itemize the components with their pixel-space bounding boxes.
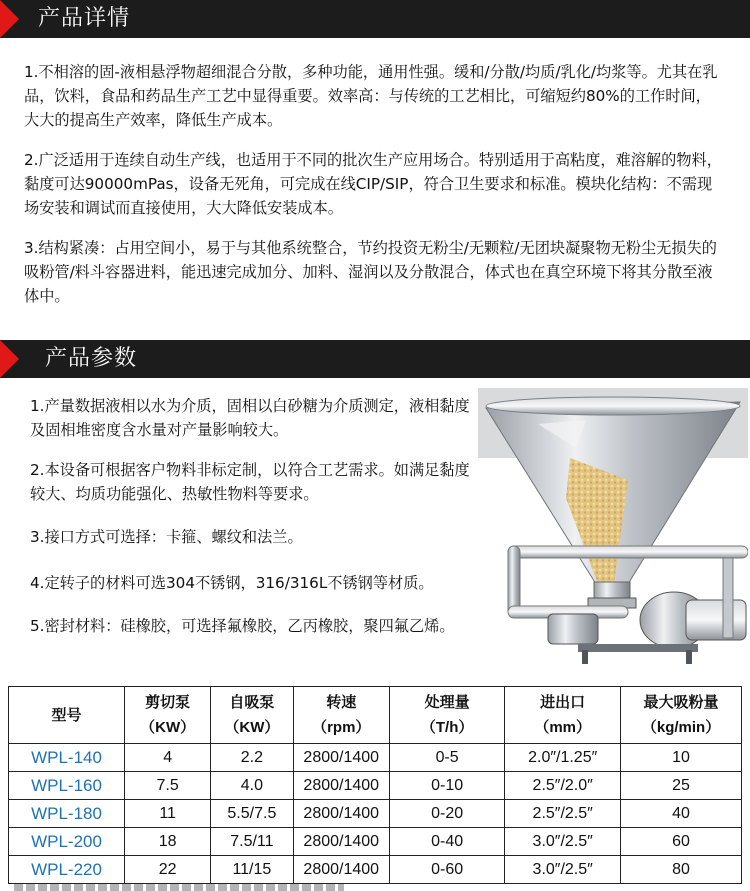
cell-max-powder: 60 xyxy=(621,828,742,856)
table-row xyxy=(9,744,742,772)
header-speed: 转速 （rpm） xyxy=(293,687,389,744)
cell-model: WPL-200 xyxy=(9,828,125,856)
cell-model: WPL-160 xyxy=(9,772,125,800)
powder-mixer-image xyxy=(478,388,748,664)
section-title: 产品参数 xyxy=(45,346,138,371)
cell-capacity: 0-10 xyxy=(389,772,504,800)
table-row xyxy=(9,828,742,856)
cell-inlet-outlet: 2.5″/2.5″ xyxy=(505,800,621,828)
cut-off-text-line xyxy=(14,884,344,891)
cell-max-powder: 40 xyxy=(621,800,742,828)
cell-shear: 11 xyxy=(125,800,211,828)
detail-paragraph-2: 2.广泛适用于连续自动生产线，也适用于不同的批次生产应用场合。特别适用于高粘度，难溶解的物料，黏度可达90000mPas，设备无死角，可完成在线CIP/SIP，符合卫生要求和标准。模块化结构：不需现场安装和调试而直接使用，大大降低安装成本。 xyxy=(24,151,722,217)
cell-max-powder: 10 xyxy=(621,744,742,772)
header-capacity: 处理量 （T/h） xyxy=(389,687,504,744)
cell-inlet-outlet: 2.5″/2.0″ xyxy=(505,772,621,800)
section-title: 产品详情 xyxy=(38,6,131,31)
param-paragraph-1: 1.产量数据液相以水为介质，固相以白砂糖为介质测定，液相黏度及固相堆密度含水量对产量影响较大。 xyxy=(30,397,470,439)
cell-shear: 7.5 xyxy=(125,772,211,800)
cell-model: WPL-180 xyxy=(9,800,125,828)
spec-table xyxy=(8,686,742,884)
cell-speed: 2800/1400 xyxy=(293,772,389,800)
param-paragraph-5: 5.密封材料：硅橡胶，可选择氟橡胶，乙丙橡胶，聚四氟乙烯。 xyxy=(30,617,455,635)
cell-inlet-outlet: 3.0″/2.5″ xyxy=(505,828,621,856)
cell-speed: 2800/1400 xyxy=(293,856,389,884)
cell-model: WPL-220 xyxy=(9,856,125,884)
section-header-details xyxy=(0,0,750,38)
cell-self-priming: 4.0 xyxy=(211,772,293,800)
param-paragraph-3: 3.接口方式可选择：卡箍、螺纹和法兰。 xyxy=(30,528,303,546)
cell-max-powder: 80 xyxy=(621,856,742,884)
red-triangle-icon xyxy=(0,0,19,38)
table-row xyxy=(9,856,742,884)
param-paragraph-4: 4.定转子的材料可选304不锈钢，316/316L不锈钢等材质。 xyxy=(30,574,434,592)
header-inlet-outlet: 进出口 （mm） xyxy=(505,687,621,744)
table-row xyxy=(9,772,742,800)
cell-max-powder: 25 xyxy=(621,772,742,800)
section-header-params xyxy=(0,340,750,378)
header-self-priming-pump: 自吸泵 （KW） xyxy=(211,687,293,744)
cell-inlet-outlet: 2.0″/1.25″ xyxy=(505,744,621,772)
cell-capacity: 0-60 xyxy=(389,856,504,884)
header-max-powder: 最大吸粉量 （kg/min） xyxy=(621,687,742,744)
cell-speed: 2800/1400 xyxy=(293,744,389,772)
table-header-row xyxy=(9,687,742,744)
red-triangle-icon xyxy=(0,340,19,378)
cell-capacity: 0-20 xyxy=(389,800,504,828)
header-model: 型号 xyxy=(9,687,125,744)
param-paragraph-2: 2.本设备可根据客户物料非标定制，以符合工艺需求。如满足黏度较大、均质功能强化、热敏性物料等要求。 xyxy=(30,461,470,503)
cell-model: WPL-140 xyxy=(9,744,125,772)
table-row xyxy=(9,800,742,828)
cell-self-priming: 5.5/7.5 xyxy=(211,800,293,828)
cell-speed: 2800/1400 xyxy=(293,828,389,856)
detail-paragraph-1: 1.不相溶的固-液相悬浮物超细混合分散，多种功能，通用性强。缓和/分散/均质/乳化/均浆等。尤其在乳品，饮料，食品和药品生产工艺中显得重要。效率高：与传统的工艺相比，可缩短约80%的工作时间，大大的提高生产效率，降低生产成本。 xyxy=(24,63,718,129)
cell-capacity: 0-40 xyxy=(389,828,504,856)
cell-inlet-outlet: 3.0″/2.5″ xyxy=(505,856,621,884)
detail-paragraph-3: 3.结构紧凑：占用空间小，易于与其他系统整合，节约投资无粉尘/无颗粒/无团块凝聚物无粉尘无损失的吸粉管/料斗容器进料，能迅速完成加分、加料、湿润以及分散混合，体式也在真空环境下将其分散至液体中。 xyxy=(24,239,717,305)
cell-shear: 22 xyxy=(125,856,211,884)
header-shear-pump: 剪切泵 （KW） xyxy=(125,687,211,744)
cell-shear: 18 xyxy=(125,828,211,856)
cell-shear: 4 xyxy=(125,744,211,772)
cell-capacity: 0-5 xyxy=(389,744,504,772)
cell-self-priming: 2.2 xyxy=(211,744,293,772)
cell-speed: 2800/1400 xyxy=(293,800,389,828)
cell-self-priming: 11/15 xyxy=(211,856,293,884)
cell-self-priming: 7.5/11 xyxy=(211,828,293,856)
